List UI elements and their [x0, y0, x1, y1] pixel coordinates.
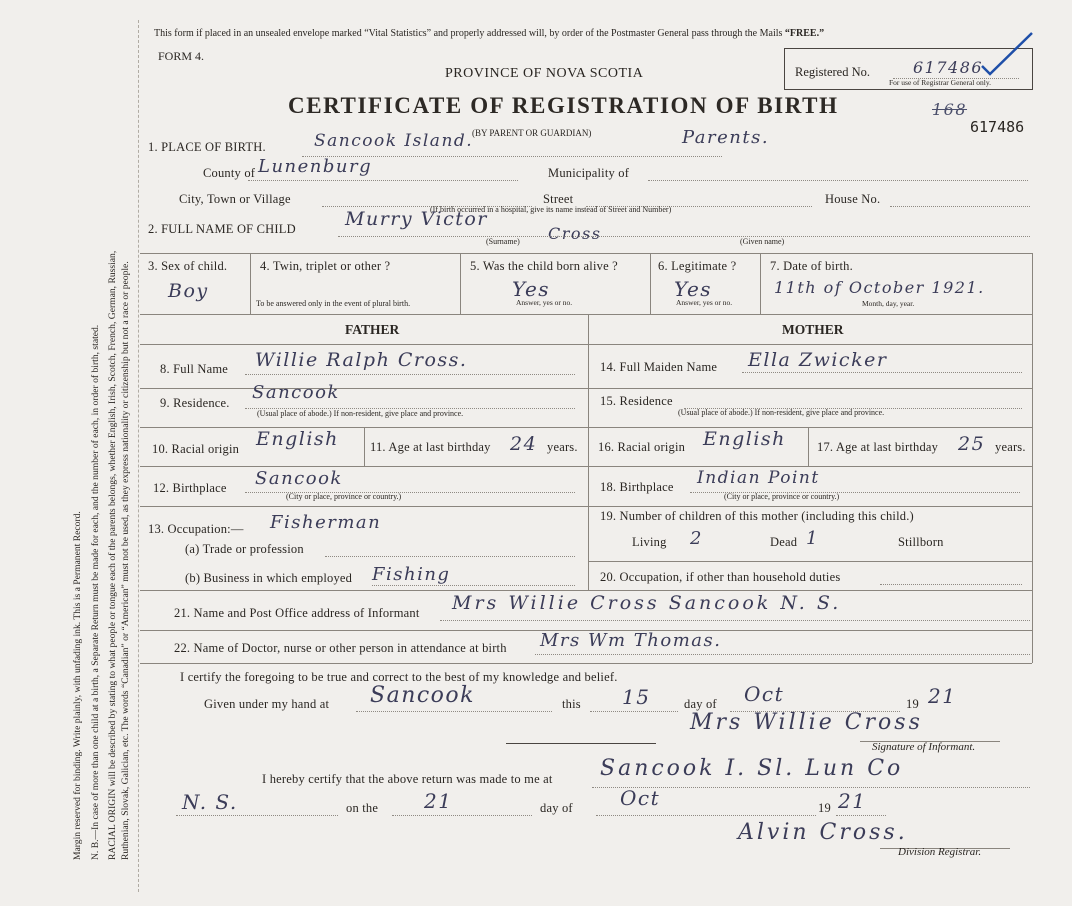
- registrar-signature-label: Division Registrar.: [898, 846, 982, 858]
- child-given-name: Murry Victor: [345, 208, 488, 230]
- mother-birthplace-label: 18. Birthplace: [600, 480, 674, 494]
- informant-label: 21. Name and Post Office address of Informant: [174, 606, 420, 620]
- county-label: County of: [203, 166, 256, 180]
- sex-label: 3. Sex of child.: [148, 259, 228, 273]
- father-years: years.: [547, 440, 578, 454]
- father-name-label: 8. Full Name: [160, 362, 229, 376]
- registrar-place: Sancook I. Sl. Lun Co: [600, 756, 904, 781]
- registered-note: For use of Registrar General only.: [889, 78, 991, 87]
- alive-value: Yes: [512, 277, 551, 301]
- margin-instructions: [0, 0, 138, 906]
- certify-statement: I certify the foregoing to be true and correct to the best of my knowledge and belief.: [180, 670, 618, 684]
- place-label: 1. PLACE OF BIRTH.: [148, 140, 266, 154]
- mother-racial-value: English: [703, 428, 786, 450]
- mother-name-value: Ella Zwicker: [748, 349, 888, 371]
- informant-signature-label: Signature of Informant.: [872, 741, 976, 753]
- twin-label: 4. Twin, triplet or other ?: [260, 259, 391, 273]
- street-label: Street: [543, 192, 574, 206]
- certify-month: Oct: [744, 682, 785, 706]
- page-title: CERTIFICATE OF REGISTRATION OF BIRTH: [288, 93, 839, 118]
- hospital-note: (If birth occurred in a hospital, give its name instead of Street and Number): [430, 205, 672, 214]
- check-mark-icon: [980, 30, 1035, 80]
- twin-note: To be answered only in the event of plural birth.: [256, 299, 411, 308]
- legitimate-value: Yes: [674, 277, 713, 301]
- registrar-statement: I hereby certify that the above return was made to me at: [262, 772, 553, 786]
- father-racial-value: English: [256, 428, 339, 450]
- mother-birthplace-note: (City or place, province or country.): [724, 492, 840, 501]
- margin-line-3: RACIAL ORIGIN will be described by stating to what people or tongue each of the parents belongs, whether English, Irish, Scotch, French, German, Russian,: [107, 250, 118, 860]
- given-name-note: (Given name): [740, 237, 785, 246]
- father-age-label: 11. Age at last birthday: [370, 440, 491, 454]
- living-label: Living: [632, 535, 667, 549]
- date-label: 7. Date of birth.: [770, 259, 853, 273]
- registrar-year-prefix: 19: [818, 801, 831, 815]
- informant-value: Mrs Willie Cross Sancook N. S.: [452, 592, 842, 614]
- mother-birthplace-value: Indian Point: [697, 468, 820, 488]
- alive-label: 5. Was the child born alive ?: [470, 259, 618, 273]
- margin-rule: [138, 20, 139, 892]
- certify-day: 15: [622, 685, 651, 709]
- city-label: City, Town or Village: [179, 192, 291, 206]
- father-trade-label: (a) Trade or profession: [185, 542, 304, 556]
- legitimate-label: 6. Legitimate ?: [658, 259, 737, 273]
- mother-children-label: 19. Number of children of this mother (including this child.): [600, 509, 914, 523]
- given-label: Given under my hand at: [204, 697, 330, 711]
- margin-line-4: Ruthenian, Slovak, Galician, etc. The words “Canadian” or “American” must not be used, as they express nationality or citizenship but not a race or people.: [120, 261, 131, 860]
- legitimate-note: Answer, yes or no.: [676, 298, 733, 307]
- child-surname: Cross: [548, 224, 602, 243]
- place-value: Sancook Island.: [314, 131, 474, 151]
- dead-label: Dead: [770, 535, 798, 549]
- registered-number: 617486: [913, 58, 984, 77]
- municipality-label: Municipality of: [548, 166, 630, 180]
- father-age-value: 24: [510, 433, 538, 455]
- margin-line-1: Margin reserved for binding. Write plainly, with unfading ink. This is a Permanent Record.: [72, 511, 83, 860]
- province-heading: PROVINCE OF NOVA SCOTIA: [445, 66, 644, 81]
- mother-years: years.: [995, 440, 1026, 454]
- certify-day-of-label: day of: [684, 697, 717, 711]
- father-heading: FATHER: [345, 322, 400, 337]
- doctor-value: Mrs Wm Thomas.: [540, 630, 722, 651]
- informant-signature: Mrs Willie Cross: [690, 710, 923, 735]
- county-value: Lunenburg: [258, 156, 373, 177]
- mother-residence-note: (Usual place of abode.) If non-resident, give place and province.: [678, 408, 885, 417]
- registrar-signature: Alvin Cross.: [738, 820, 908, 845]
- father-birthplace-note: (City or place, province or country.): [286, 492, 402, 501]
- page-subtitle: (BY PARENT OR GUARDIAN): [472, 128, 592, 138]
- mother-occupation-label: 20. Occupation, if other than household duties: [600, 570, 841, 584]
- mother-racial-label: 16. Racial origin: [598, 440, 686, 454]
- registrar-day-of-label: day of: [540, 801, 573, 815]
- alive-note: Answer, yes or no.: [516, 298, 573, 307]
- father-business-label: (b) Business in which employed: [185, 571, 353, 585]
- mother-heading: MOTHER: [782, 322, 844, 337]
- registrar-place-cont: N. S.: [182, 790, 238, 814]
- surname-note: (Surname): [486, 237, 520, 246]
- father-residence-note: (Usual place of abode.) If non-resident, give place and province.: [257, 409, 464, 418]
- child-name-label: 2. FULL NAME OF CHILD: [148, 222, 296, 236]
- registrar-on-the-label: on the: [346, 801, 379, 815]
- father-occupation-value: Fisherman: [270, 512, 382, 533]
- stamped-number: 617486: [970, 118, 1025, 136]
- registered-label: Registered No.: [795, 65, 870, 79]
- father-business-value: Fishing: [372, 564, 451, 585]
- registrar-day: 21: [424, 789, 453, 813]
- this-label: this: [562, 697, 581, 711]
- father-residence-value: Sancook: [252, 382, 340, 403]
- given-place: Sancook: [370, 683, 475, 708]
- mother-residence-label: 15. Residence: [600, 394, 673, 408]
- date-note: Month, day, year.: [862, 299, 915, 308]
- father-occupation-label: 13. Occupation:—: [148, 522, 244, 536]
- registrar-month: Oct: [620, 786, 661, 810]
- struck-number: 168: [932, 100, 968, 119]
- doctor-label: 22. Name of Doctor, nurse or other person in attendance at birth: [174, 641, 507, 655]
- registrar-year: 21: [838, 789, 867, 813]
- father-birthplace-value: Sancook: [255, 468, 343, 489]
- father-birthplace-label: 12. Birthplace: [153, 481, 227, 495]
- father-racial-label: 10. Racial origin: [152, 442, 240, 456]
- certify-year-prefix: 19: [906, 697, 919, 711]
- living-value: 2: [690, 528, 703, 549]
- mother-age-value: 25: [958, 433, 986, 455]
- dead-value: 1: [806, 528, 819, 549]
- place-extra: Parents.: [682, 127, 770, 148]
- father-name-value: Willie Ralph Cross.: [255, 349, 468, 371]
- sex-value: Boy: [168, 280, 209, 302]
- stillborn-label: Stillborn: [898, 535, 944, 549]
- date-value: 11th of October 1921.: [774, 278, 985, 297]
- father-residence-label: 9. Residence.: [160, 396, 230, 410]
- certify-year: 21: [928, 684, 957, 708]
- margin-line-2: N. B.—In case of more than one child at a birth, a Separate Return must be made for each, and the number of each, in order of birth, stated.: [90, 324, 101, 860]
- mother-name-label: 14. Full Maiden Name: [600, 360, 718, 374]
- mail-notice: This form if placed in an unsealed envelope marked “Vital Statistics” and properly addressed will, by order of the Postmaster General pass through the Mails “FREE.”: [154, 28, 825, 39]
- form-number: FORM 4.: [158, 49, 205, 63]
- house-label: House No.: [825, 192, 881, 206]
- mother-age-label: 17. Age at last birthday: [817, 440, 939, 454]
